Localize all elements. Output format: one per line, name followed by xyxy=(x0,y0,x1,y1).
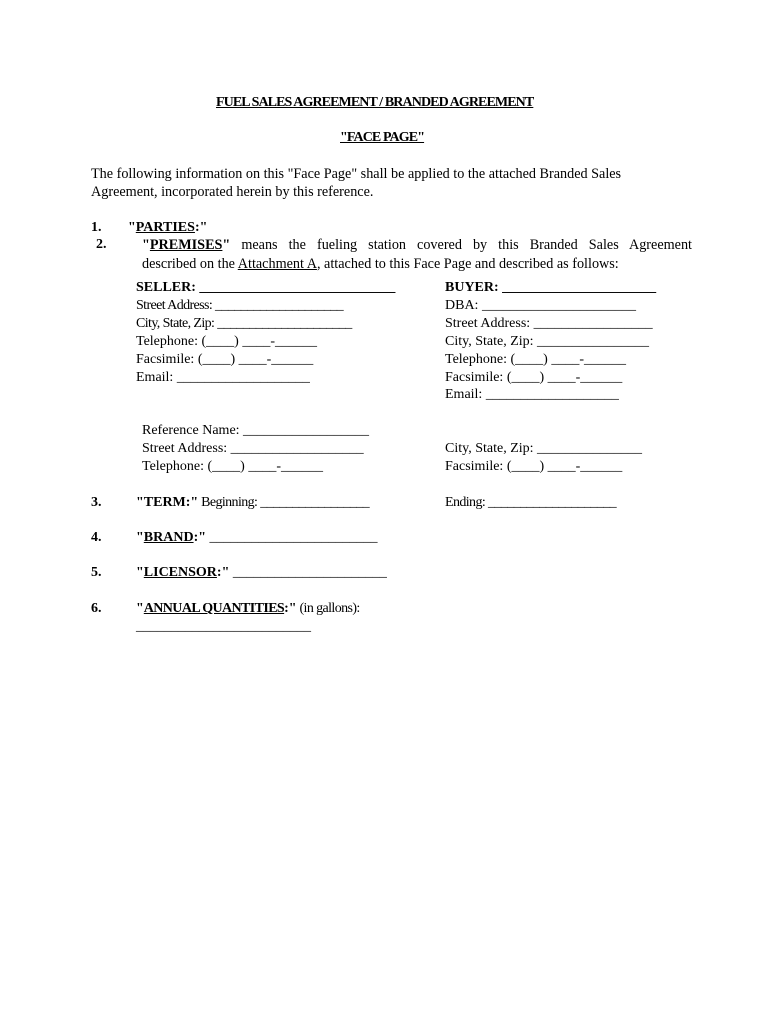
item-4-number: 4. xyxy=(91,530,102,545)
seller-blank[interactable]: ____________________________ xyxy=(199,280,396,295)
buyer-telephone-field[interactable]: Telephone: (____) ____-______ xyxy=(445,352,626,367)
buyer-label: BUYER: xyxy=(445,280,503,295)
reference-facsimile-field[interactable]: Facsimile: (____) ____-______ xyxy=(445,459,623,474)
item-6-number: 6. xyxy=(91,601,102,616)
brand-label: BRAND xyxy=(143,530,194,545)
item-2-label: PREMISES xyxy=(149,237,223,253)
reference-name-field[interactable]: Reference Name: __________________ xyxy=(142,423,370,438)
item-6-quote-close: :" xyxy=(284,601,297,616)
item-2-text-pre: described on the xyxy=(142,256,238,272)
item-2-line-1 xyxy=(142,238,692,252)
item-4-quote-close: :" xyxy=(193,530,206,545)
document-subtitle: "FACE PAGE" xyxy=(340,130,425,145)
item-5-quote-open: " xyxy=(136,565,144,580)
seller-city-field[interactable]: City, State, Zip: _____________________ xyxy=(136,316,352,331)
item-6-line xyxy=(136,602,360,616)
licensor-label: LICENSOR xyxy=(143,565,217,580)
item-1-number: 1. xyxy=(91,220,102,235)
buyer-street-field[interactable]: Street Address: _________________ xyxy=(445,316,653,331)
attachment-a-link[interactable]: Attachment A xyxy=(237,256,317,272)
item-5-quote-close: :" xyxy=(216,565,230,580)
item-2-quote-close: " xyxy=(222,237,231,253)
intro-line-1: The following information on this "Face Page" shall be applied to the attached Branded Sales xyxy=(91,166,622,182)
buyer-email-field[interactable]: Email: ___________________ xyxy=(445,387,619,402)
seller-email-field[interactable]: Email: ___________________ xyxy=(136,370,310,385)
annual-quantities-label: ANNUAL QUANTITIES xyxy=(143,601,285,616)
seller-label: SELLER: xyxy=(136,280,200,295)
item-1-label: PARTIES xyxy=(135,220,195,235)
item-5-number: 5. xyxy=(91,565,102,580)
seller-telephone-field[interactable]: Telephone: (____) ____-______ xyxy=(136,334,317,349)
annual-quantities-field[interactable]: _________________________ xyxy=(136,619,311,634)
item-3-number: 3. xyxy=(91,495,102,510)
document-title: FUEL SALES AGREEMENT / BRANDED AGREEMENT xyxy=(216,95,534,110)
item-5-line xyxy=(136,566,387,580)
reference-city-field[interactable]: City, State, Zip: _______________ xyxy=(445,441,643,456)
seller-street-field[interactable]: Street Address: ____________________ xyxy=(136,298,344,313)
item-1-quote-open: " xyxy=(128,220,136,235)
item-4-quote-open: " xyxy=(136,530,144,545)
item-2-quote-open: " xyxy=(142,237,150,253)
licensor-field[interactable]: ______________________ xyxy=(229,565,387,580)
seller-heading xyxy=(136,281,395,295)
buyer-dba-field[interactable]: DBA: ______________________ xyxy=(445,298,636,313)
brand-field[interactable]: ________________________ xyxy=(206,530,378,545)
term-beginning-field[interactable]: Beginning: _________________ xyxy=(198,495,370,510)
item-2-text-post: , attached to this Face Page and described as follows: xyxy=(316,256,619,272)
item-2-text-line-1: means the fueling station covered by this Branded Sales Agreement xyxy=(230,237,692,253)
item-3-line xyxy=(136,496,369,510)
reference-telephone-field[interactable]: Telephone: (____) ____-______ xyxy=(142,459,323,474)
item-4-line xyxy=(136,531,378,545)
buyer-heading xyxy=(445,281,656,295)
buyer-blank[interactable]: ______________________ xyxy=(502,280,657,295)
item-2-line-2 xyxy=(142,257,619,271)
intro-line-2: Agreement, incorporated herein by this reference. xyxy=(91,184,374,200)
annual-quantities-unit: (in gallons): xyxy=(296,601,360,616)
item-1-quote-close: :" xyxy=(194,220,208,235)
item-1-heading xyxy=(128,221,207,235)
term-label: "TERM:" xyxy=(136,495,199,510)
item-2-number: 2. xyxy=(96,237,107,252)
term-ending-field[interactable]: Ending: ____________________ xyxy=(445,495,617,510)
reference-street-field[interactable]: Street Address: ___________________ xyxy=(142,441,364,456)
buyer-city-field[interactable]: City, State, Zip: ________________ xyxy=(445,334,650,349)
seller-facsimile-field[interactable]: Facsimile: (____) ____-______ xyxy=(136,352,314,367)
item-6-quote-open: " xyxy=(136,601,144,616)
buyer-facsimile-field[interactable]: Facsimile: (____) ____-______ xyxy=(445,370,623,385)
